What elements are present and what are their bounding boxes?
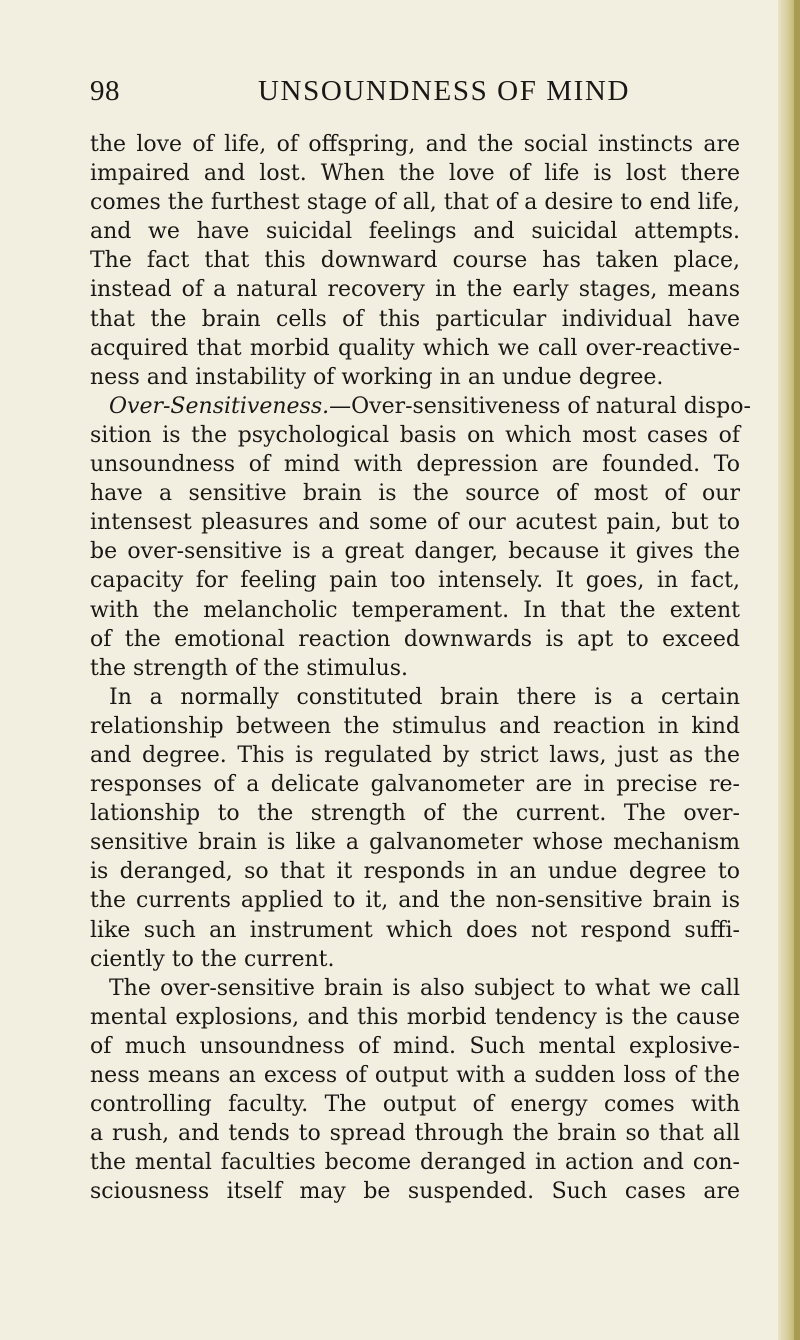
text-line: sciousness itself may be suspended. Such cases are	[90, 1179, 740, 1205]
text-line: of the emotional reaction downwards is apt to exceed	[90, 626, 740, 652]
text-line: intensest pleasures and some of our acutest pain, but to	[90, 510, 740, 536]
text-line: that the brain cells of this particular individual have	[90, 306, 740, 332]
page-header	[90, 75, 730, 115]
page-edge-strip	[794, 0, 800, 1340]
text-line: of much unsoundness of mind. Such mental explosive-	[90, 1033, 740, 1059]
text-line: have a sensitive brain is the source of most of our	[90, 481, 740, 507]
text-line: the mental faculties become deranged in action and con-	[90, 1150, 740, 1176]
text-line: be over-sensitive is a great danger, because it gives the	[90, 539, 740, 565]
text-line: In a normally constituted brain there is a certain	[109, 684, 740, 710]
running-head: UNSOUNDNESS OF MIND	[258, 75, 630, 107]
text-line: ness and instability of working in an undue degree.	[90, 364, 664, 390]
text-line: impaired and lost. When the love of life is lost there	[90, 161, 740, 187]
text-line: capacity for feeling pain too intensely. It goes, in fact,	[90, 568, 740, 594]
text-line: the love of life, of offspring, and the social instincts are	[90, 132, 740, 157]
text-line: the currents applied to it, and the non-sensitive brain is	[90, 888, 740, 914]
text-line: and degree. This is regulated by strict laws, just as the	[90, 742, 740, 768]
text-line: sensitive brain is like a galvanometer whose mechanism	[90, 830, 740, 856]
text-line: unsoundness of mind with depression are founded. To	[90, 452, 740, 478]
text-line: mental explosions, and this morbid tendency is the cause	[90, 1004, 740, 1030]
text-line: relationship between the stimulus and reaction in kind	[90, 713, 740, 739]
text-line: lationship to the strength of the current. The over-	[90, 801, 740, 827]
section-first-line	[90, 392, 751, 421]
text-line: is deranged, so that it responds in an undue degree to	[90, 859, 740, 885]
text-line: ness means an excess of output with a sudden loss of the	[90, 1063, 740, 1088]
page-number: 98	[90, 75, 120, 107]
text-line: instead of a natural recovery in the early stages, means	[90, 277, 740, 303]
text-line: with the melancholic temperament. In that the extent	[90, 597, 740, 623]
text-line: acquired that morbid quality which we call over-reactive-	[90, 335, 740, 361]
text-line: sition is the psychological basis on which most cases of	[90, 422, 740, 448]
text-line: The fact that this downward course has taken place,	[90, 248, 740, 274]
text-line: comes the furthest stage of all, that of a desire to end life,	[90, 190, 740, 216]
section-first-line-text: —Over-sensitiveness of natural dispo-	[329, 393, 751, 419]
text-line: The over-sensitive brain is also subject to what we call	[109, 975, 740, 1001]
text-line: a rush, and tends to spread through the brain so that all	[90, 1121, 740, 1147]
text-line: like such an instrument which does not respond suffi-	[90, 917, 740, 943]
text-line: the strength of the stimulus.	[90, 655, 409, 681]
text-line: controlling faculty. The output of energy comes with	[90, 1092, 740, 1118]
body-text	[90, 130, 751, 1206]
text-line: ciently to the current.	[90, 946, 335, 972]
section-heading: Over-Sensitiveness.	[109, 393, 330, 419]
text-line: and we have suicidal feelings and suicidal attempts.	[90, 219, 740, 245]
text-line: responses of a delicate galvanometer are in precise re-	[90, 772, 740, 798]
